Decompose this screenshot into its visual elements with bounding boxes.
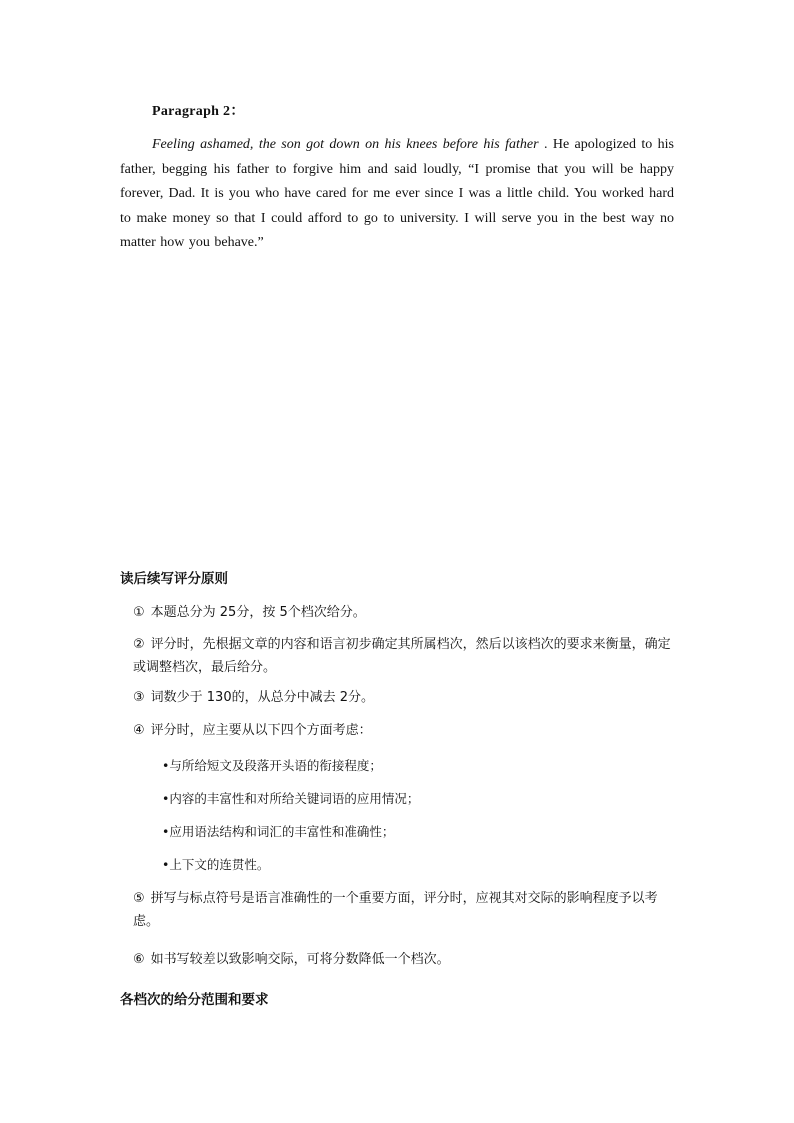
rule-text: 评分时，应主要从以下四个方面考虑： bbox=[150, 723, 372, 738]
score-bands-heading: 各档次的给分范围和要求 bbox=[120, 992, 269, 1008]
scoring-rule-3 bbox=[133, 686, 681, 709]
scoring-aspect-4: •上下文的连贯性。 bbox=[162, 857, 270, 872]
rule-number: ② bbox=[133, 637, 145, 652]
rule-number: ④ bbox=[133, 723, 145, 738]
paragraph-2-continuation: . He apologized to his father, begging his father to forgive him and said loudly, “I promise that you will be happy forever, Dad. It is you who have cared for me ever since I was a little child. You worked hard to make money so that I could afford to go to university. I will serve you in the best way no matter how you behave.” bbox=[120, 137, 674, 250]
paragraph-2-text bbox=[120, 133, 674, 256]
scoring-rule-2 bbox=[133, 633, 681, 679]
rule-text: 词数少于 130的，从总分中减去 2分。 bbox=[150, 690, 375, 705]
rule-text: 拼写与标点符号是语言准确性的一个重要方面，评分时，应视其对交际的影响程度予以考虑。 bbox=[133, 891, 658, 929]
scoring-aspect-1: •与所给短文及段落开头语的衔接程度； bbox=[162, 758, 382, 773]
rule-number: ⑤ bbox=[133, 891, 145, 906]
scoring-principles-heading: 读后续写评分原则 bbox=[120, 571, 228, 587]
scoring-rule-1 bbox=[133, 601, 681, 624]
scoring-rule-6 bbox=[133, 948, 681, 971]
rule-text: 如书写较差以致影响交际，可将分数降低一个档次。 bbox=[150, 952, 450, 967]
scoring-aspect-2: •内容的丰富性和对所给关键词语的应用情况； bbox=[162, 791, 420, 806]
rule-number: ③ bbox=[133, 690, 145, 705]
rule-number: ① bbox=[133, 605, 145, 620]
paragraph-2-heading: Paragraph 2： bbox=[152, 104, 245, 119]
rule-text: 评分时，先根据文章的内容和语言初步确定其所属档次，然后以该档次的要求来衡量，确定或调整档次，最后给分。 bbox=[133, 637, 671, 675]
rule-text: 本题总分为 25分，按 5个档次给分。 bbox=[150, 605, 366, 620]
rule-number: ⑥ bbox=[133, 952, 145, 967]
scoring-rule-5 bbox=[133, 887, 681, 933]
paragraph-2-lead-sentence: Feeling ashamed, the son got down on his knees before his father bbox=[152, 137, 539, 152]
scoring-aspect-3: •应用语法结构和词汇的丰富性和准确性； bbox=[162, 824, 395, 839]
scoring-rule-4 bbox=[133, 719, 681, 742]
